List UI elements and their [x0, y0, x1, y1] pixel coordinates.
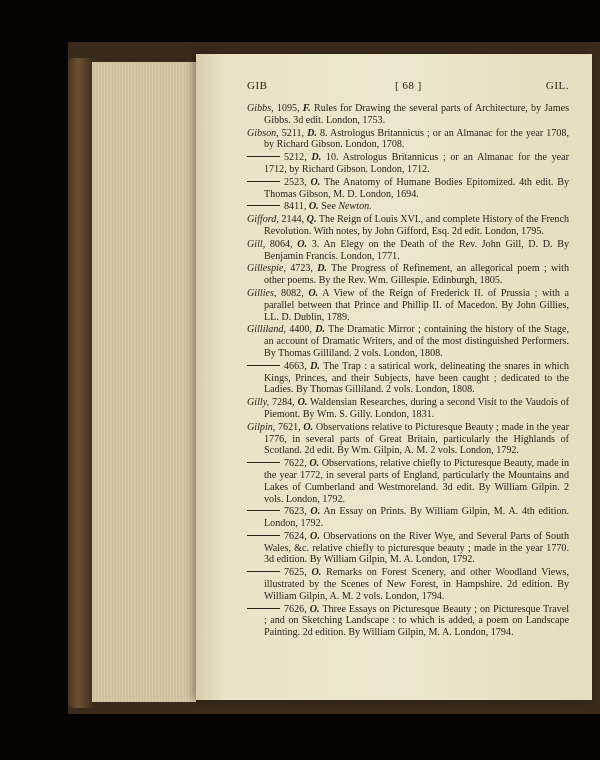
entry-number: 4663, [284, 360, 307, 372]
entry-format: O. [309, 603, 320, 615]
catalogue-entry [247, 361, 569, 396]
entry-format: D. [310, 360, 320, 372]
entry-text: The Trap : a satirical work, delineating the snares in which Kings, Princes, and their Subjects, have been caught ; dedicated to the Ladies. By Thomas Gilliland. 2 vols. London, 1808. [264, 360, 569, 396]
ditto-rule [247, 462, 280, 463]
entry-format: O. [310, 506, 321, 518]
entry-text: Observations on the River Wye, and Several Parts of South Wales, &c. relative chiefly to picturesque beauty ; made in the year 1770. 3d edition. By William Gilpin, M. A. London, 1792. [264, 530, 569, 566]
entry-text: 8. Astrologus Britannicus ; or an Almanac for the year 1708, by Richard Gibson. London, 1708. [264, 127, 569, 151]
entry-surname: Gillies, [247, 287, 277, 299]
entry-format: Q. [306, 214, 317, 226]
entry-format: D. [311, 152, 322, 164]
catalogue-entry [247, 201, 569, 213]
entry-number: 7626, [284, 603, 307, 615]
entry-number: 5212, [284, 152, 307, 164]
catalogue-entry [247, 152, 569, 176]
catalogue-entry [247, 604, 569, 639]
entry-surname: Gillespie, [247, 263, 286, 275]
entry-number: 2144, [278, 214, 305, 226]
catalogue-entry [247, 128, 569, 152]
entry-format: O. [311, 567, 322, 579]
catalogue-entry [247, 531, 569, 566]
entry-text: 3. An Elegy on the Death of the Rev. John Gill, D. D. By Benjamin Francis. London, 1771. [264, 238, 569, 262]
entry-format: O. [303, 421, 314, 433]
entry-text: Three Essays on Picturesque Beauty ; on Picturesque Travel ; and on Sketching Landscape : to which is added, a poem on Landscape Painting. 2d edition. By William Gilpin, M. A. London, 1794. [264, 603, 570, 639]
entry-text: Observations relative to Picturesque Beauty ; made in the year 1776, in several parts of Great Britain, particularly the Highlands of Scotland. 2d edit. By Wm. Gilpin, A. M. 2 vols. London, 1792. [264, 421, 569, 457]
book-cover-edge [68, 58, 94, 708]
catalogue-entry [247, 458, 569, 505]
catalogue-entry [247, 506, 569, 530]
catalogue-entry [247, 288, 569, 323]
entry-format: O. [297, 397, 308, 409]
entry-format: O. [309, 458, 320, 470]
entry-surname: Gifford, [247, 214, 279, 226]
entry-number: 8411, [284, 201, 307, 213]
entry-text: An Essay on Prints. By William Gilpin, M. A. 4th edition. London, 1792. [264, 506, 569, 530]
entry-format: O. [308, 201, 319, 213]
catalogue-entry [247, 567, 569, 602]
entry-number: 1095, [273, 103, 300, 114]
running-head [247, 80, 569, 96]
entry-format: O. [310, 530, 320, 542]
catalogue-entry [247, 263, 569, 287]
entry-format: D. [315, 324, 326, 336]
entry-surname: Gilly, [247, 397, 270, 409]
entry-text: The Dramatic Mirror ; containing the history of the Stage, an account of Dramatic Writers, and of the most distinguished Performers. By Thomas Gilliland. 2 vols. London, 1808. [264, 324, 570, 359]
ditto-rule [247, 608, 280, 609]
page-edge-stack [92, 62, 196, 702]
ditto-rule [247, 510, 280, 511]
entry-number: 7622, [284, 458, 307, 470]
entry-number: 4400, [285, 324, 312, 336]
ditto-rule [247, 571, 280, 572]
entry-text: Observations, relative chiefly to Picturesque Beauty, made in the year 1772, in several parts of England, particularly the Mountains and Lakes of Cumberland and Westmoreland. 3d edit. By William Gilpin. 2 vols. London, 1792. [264, 458, 569, 505]
entry-cross-reference: Newton. [338, 201, 372, 213]
entry-text: The Reign of Louis XVI., and complete History of the French Revolution. With notes, by John Gifford, Esq. 2d edit. London, 1795. [264, 214, 570, 237]
entry-number: 5211, [278, 127, 305, 139]
entry-format: O. [297, 238, 308, 250]
entry-number: 2523, [284, 176, 307, 188]
entry-number: 7621, [275, 421, 301, 433]
entry-format: D. [317, 263, 328, 275]
entry-text: See [318, 201, 339, 213]
entry-format: O. [308, 287, 319, 299]
entry-format: F. [302, 103, 311, 114]
catalogue-entry [247, 239, 569, 263]
entry-text: Rules for Drawing the several parts of Architecture, by James Gibbs. 3d edit. London, 1753. [264, 103, 570, 126]
entry-number: 8064, [265, 238, 293, 250]
entry-surname: Gilpin, [247, 421, 276, 433]
ditto-rule [247, 205, 280, 206]
running-head-right: GIL. [545, 80, 569, 92]
entry-format: D. [307, 127, 317, 139]
ditto-rule [247, 181, 280, 182]
entry-number: 7624, [284, 530, 307, 542]
entry-number: 7623, [284, 506, 307, 518]
entry-text: Remarks on Forest Scenery, and other Woodland Views, illustrated by the Scenes of New Forest, in Hampshire. 2d edition. By William Gilpin, A. M. 2 vols. London, 1794. [264, 567, 569, 602]
ditto-rule [247, 535, 280, 536]
catalogue-entry [247, 177, 569, 201]
entry-text: The Anatomy of Humane Bodies Epitomized. 4th edit. By Thomas Gibson, M. D. London, 1694. [264, 176, 569, 200]
catalogue-entry [247, 397, 569, 421]
catalogue-entry [247, 214, 569, 238]
entry-surname: Gibson, [247, 127, 279, 139]
entry-text: 10. Astrologus Britannicus ; or an Almanac for the year 1712, by Richard Gibson. London, 1712. [264, 152, 569, 175]
ditto-rule [247, 156, 280, 157]
entry-number: 7625, [284, 567, 307, 579]
catalogue-entry [247, 422, 569, 457]
ditto-rule [247, 365, 280, 366]
entry-surname: Gill, [247, 238, 266, 250]
running-head-left: GIB [247, 80, 268, 92]
entry-text: Waldensian Researches, during a second Visit to the Vaudois of Piemont. By Wm. S. Gilly. London, 1831. [264, 397, 569, 420]
entry-format: O. [310, 176, 321, 188]
entry-text: A View of the Reign of Frederick II. of Prussia ; with a parallel between that Prince and Phillip II. of Macedon. By John Gillies, LL. D. Dublin, 1789. [264, 287, 569, 323]
catalogue-entry [247, 324, 569, 359]
entry-number: 8082, [276, 287, 304, 299]
entry-number: 4723, [285, 263, 313, 275]
catalogue-entry [247, 103, 569, 127]
page-number: [ 68 ] [395, 80, 422, 92]
catalogue-entries [247, 103, 569, 640]
entry-surname: Gibbs, [247, 103, 274, 114]
entry-surname: Gilliland, [247, 324, 286, 336]
entry-text: The Progress of Refinement, an allegorical poem ; with other poems. By the Rev. Wm. Gillespie. Edinburgh, 1805. [264, 263, 569, 287]
entry-number: 7284, [269, 397, 295, 409]
